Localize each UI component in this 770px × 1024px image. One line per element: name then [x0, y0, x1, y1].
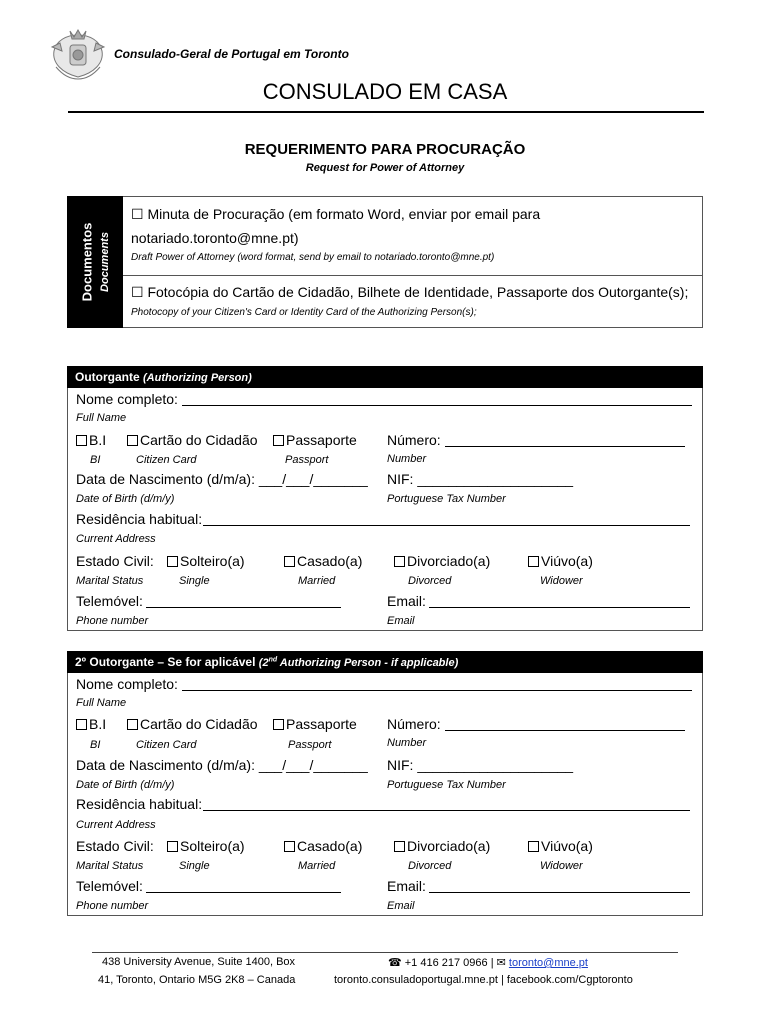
- phone-label: Telemóvel:: [76, 878, 143, 894]
- checkbox-icon[interactable]: [394, 841, 405, 852]
- residence-input[interactable]: [203, 525, 690, 526]
- checkbox-icon[interactable]: [76, 435, 87, 446]
- page-title: CONSULADO EM CASA: [262, 79, 508, 104]
- full-name-label: Nome completo:: [76, 676, 178, 692]
- checkbox-icon[interactable]: [284, 556, 295, 567]
- id-type-passport[interactable]: Passaporte: [273, 716, 357, 732]
- email-label-en: Email: [387, 900, 415, 912]
- passport-label-en: Passport: [288, 739, 332, 751]
- id-number-input[interactable]: [445, 730, 685, 731]
- residence-input[interactable]: [203, 810, 690, 811]
- title-divider: [68, 111, 704, 113]
- email-label: Email:: [387, 878, 426, 894]
- checkbox-icon[interactable]: [273, 435, 284, 446]
- section-header: [67, 366, 703, 388]
- mail-icon: ✉: [496, 957, 506, 969]
- id-number-label: Número:: [387, 716, 441, 732]
- marital-single[interactable]: Solteiro(a): [167, 553, 245, 569]
- bi-label-en: BI: [90, 454, 101, 466]
- doc-item-photocopy[interactable]: ☐ Fotocópia do Cartão de Cidadão, Bilhete de Identidade, Passaporte dos Outorgante(s);: [131, 284, 689, 300]
- id-type-bi[interactable]: B.I: [76, 716, 106, 732]
- checkbox-icon[interactable]: [528, 841, 539, 852]
- id-type-citizen-card[interactable]: Cartão do Cidadão: [127, 716, 258, 732]
- footer-email-link[interactable]: toronto@mne.pt: [508, 957, 588, 969]
- doc-item-photocopy-en: Photocopy of your Citizen's Card or Identity Card of the Authorizing Person(s);: [131, 307, 477, 318]
- marital-divorced[interactable]: Divorciado(a): [394, 553, 490, 569]
- number-label-en: Number: [387, 737, 427, 749]
- marital-widower[interactable]: Viúvo(a): [528, 553, 593, 569]
- citizen-card-label-en: Citizen Card: [136, 739, 197, 751]
- email-input[interactable]: [429, 892, 690, 893]
- crest-icon: [48, 27, 108, 81]
- marital-married[interactable]: Casado(a): [284, 838, 362, 854]
- doc-item-draft-en: Draft Power of Attorney (word format, send by email to notariado.toronto@mne.pt): [131, 252, 495, 263]
- marital-divorced[interactable]: Divorciado(a): [394, 838, 490, 854]
- id-number-input[interactable]: [445, 446, 685, 447]
- nif-label-en: Portuguese Tax Number: [387, 779, 506, 791]
- checkbox-icon[interactable]: [394, 556, 405, 567]
- residence-label-en: Current Address: [76, 533, 156, 545]
- marital-widower[interactable]: Viúvo(a): [528, 838, 593, 854]
- phone-label: Telemóvel:: [76, 593, 143, 609]
- id-number-label: Número:: [387, 432, 441, 448]
- footer-address-line1: 438 University Avenue, Suite 1400, Box: [102, 956, 296, 968]
- single-label-en: Single: [179, 575, 210, 587]
- footer-phone: ☎ +1 416 217 0966 |: [388, 957, 494, 969]
- nif-label-en: Portuguese Tax Number: [387, 493, 506, 505]
- marital-single[interactable]: Solteiro(a): [167, 838, 245, 854]
- documents-label: Documentos: [79, 222, 95, 302]
- documents-divider: [123, 275, 703, 276]
- checkbox-icon[interactable]: [127, 719, 138, 730]
- id-type-bi[interactable]: B.I: [76, 432, 106, 448]
- request-title: REQUERIMENTO PARA PROCURAÇÃO: [244, 141, 526, 158]
- documents-side-label: [67, 196, 123, 328]
- checkbox-icon[interactable]: [167, 556, 178, 567]
- footer-divider: [92, 952, 678, 953]
- residence-label: Residência habitual:: [76, 511, 203, 527]
- marital-status-label: Estado Civil:: [76, 838, 154, 854]
- email-input[interactable]: [429, 607, 690, 608]
- full-name-label-en: Full Name: [76, 412, 127, 424]
- doc-item-draft-email: notariado.toronto@mne.pt): [131, 230, 299, 246]
- residence-label: Residência habitual:: [76, 796, 203, 812]
- full-name-label-en: Full Name: [76, 697, 127, 709]
- dob-field[interactable]: Data de Nascimento (d/m/a): ___/___/_______: [76, 471, 368, 487]
- consulate-name: Consulado-Geral de Portugal em Toronto: [114, 47, 349, 61]
- checkbox-icon[interactable]: [167, 841, 178, 852]
- bi-label-en: BI: [90, 739, 101, 751]
- email-label: Email:: [387, 593, 426, 609]
- divorced-label-en: Divorced: [408, 575, 452, 587]
- section-title-en: (Authorizing Person): [143, 372, 252, 384]
- marital-status-label: Estado Civil:: [76, 553, 154, 569]
- widower-label-en: Widower: [540, 860, 583, 872]
- nif-field[interactable]: NIF: ____________________: [387, 471, 574, 487]
- residence-label-en: Current Address: [76, 819, 156, 831]
- dob-label-en: Date of Birth (d/m/y): [76, 493, 175, 505]
- footer-web-links[interactable]: toronto.consuladoportugal.mne.pt | facebook.com/Cgptoronto: [334, 974, 633, 986]
- marital-status-label-en: Marital Status: [76, 575, 144, 587]
- number-label-en: Number: [387, 453, 427, 465]
- widower-label-en: Widower: [540, 575, 583, 587]
- nif-field[interactable]: NIF: ____________________: [387, 757, 574, 773]
- phone-input[interactable]: [146, 892, 341, 893]
- request-subtitle: Request for Power of Attorney: [305, 162, 465, 174]
- marital-married[interactable]: Casado(a): [284, 553, 362, 569]
- married-label-en: Married: [298, 860, 336, 872]
- checkbox-icon[interactable]: [76, 719, 87, 730]
- phone-label-en: Phone number: [76, 900, 149, 912]
- documents-label-en: Documents: [99, 232, 111, 292]
- full-name-input[interactable]: [182, 405, 692, 406]
- phone-input[interactable]: [146, 607, 341, 608]
- section-title-en: (2nd Authorizing Person - if applicable): [258, 656, 459, 669]
- passport-label-en: Passport: [285, 454, 329, 466]
- section-title: 2º Outorgante – Se for aplicável: [75, 655, 256, 669]
- email-label-en: Email: [387, 615, 415, 627]
- phone-label-en: Phone number: [76, 615, 149, 627]
- single-label-en: Single: [179, 860, 210, 872]
- section-title: Outorgante: [75, 370, 140, 384]
- dob-label-en: Date of Birth (d/m/y): [76, 779, 175, 791]
- marital-status-label-en: Marital Status: [76, 860, 144, 872]
- footer-address-line2: 41, Toronto, Ontario M5G 2K8 – Canada: [98, 974, 296, 986]
- married-label-en: Married: [298, 575, 336, 587]
- doc-item-draft[interactable]: ☐ Minuta de Procuração (em formato Word, enviar por email para: [131, 206, 541, 222]
- checkbox-icon[interactable]: [284, 841, 295, 852]
- full-name-label: Nome completo:: [76, 391, 178, 407]
- full-name-input[interactable]: [182, 690, 692, 691]
- divorced-label-en: Divorced: [408, 860, 452, 872]
- section-header: [67, 651, 703, 673]
- checkbox-icon[interactable]: [127, 435, 138, 446]
- id-type-citizen-card[interactable]: Cartão do Cidadão: [127, 432, 258, 448]
- checkbox-icon[interactable]: [528, 556, 539, 567]
- id-type-passport[interactable]: Passaporte: [273, 432, 357, 448]
- footer-contact: [388, 956, 588, 969]
- checkbox-icon[interactable]: [273, 719, 284, 730]
- dob-field[interactable]: Data de Nascimento (d/m/a): ___/___/_______: [76, 757, 368, 773]
- citizen-card-label-en: Citizen Card: [136, 454, 197, 466]
